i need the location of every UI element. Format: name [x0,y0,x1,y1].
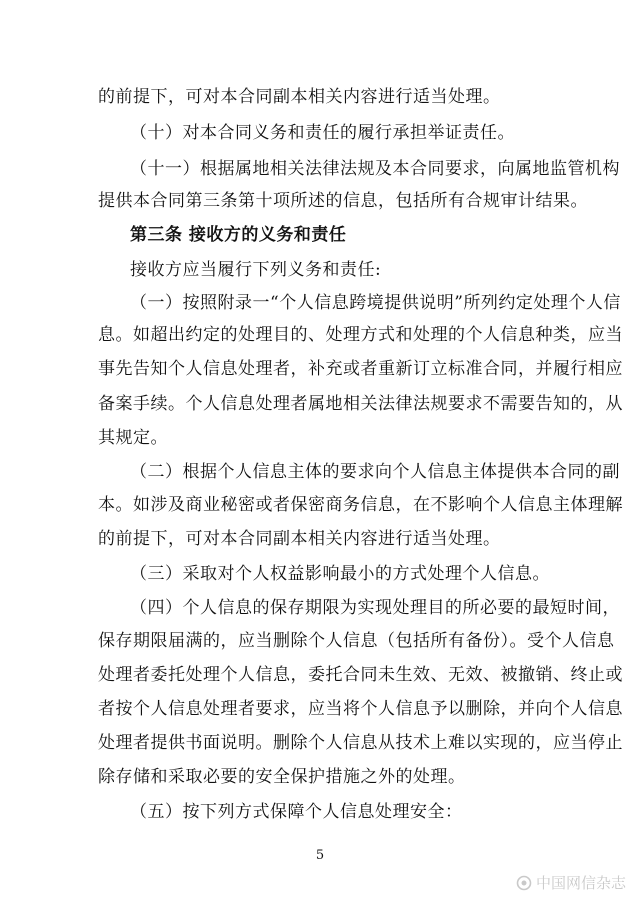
paragraph-line: 的前提下，可对本合同副本相关内容进行适当处理。 [98,87,501,107]
paragraph-line: 接收方应当履行下列义务和责任: [130,260,382,280]
paragraph-line: （四）个人信息的保存期限为实现处理目的所必要的最短时间， [130,598,620,618]
paragraph-line: 的前提下，可对本合同副本相关内容进行适当处理。 [98,529,501,549]
paragraph-line: 者按个人信息处理者要求，应当将个人信息予以删除，并向个人信息 [98,699,623,719]
section-heading: 第三条 接收方的义务和责任 [130,225,347,245]
paragraph-line: 除存储和采取必要的安全保护措施之外的处理。 [98,767,466,787]
paragraph-line: （三）采取对个人权益影响最小的方式处理个人信息。 [130,564,550,584]
paragraph-line: （一）按照附录一“个人信息跨境提供说明”所列约定处理个人信 [130,293,621,313]
watermark [516,872,626,893]
paragraph-line: 本。如涉及商业秘密或者保密商务信息，在不影响个人信息主体理解 [98,495,623,515]
page-number: 5 [315,848,325,863]
paragraph-line: （十一）根据属地相关法律法规及本合同要求，向属地监管机构 [130,159,620,179]
paragraph-line: 保存期限届满的，应当删除个人信息（包括所有备份）。受个人信息 [98,631,615,651]
paragraph-line: 提供本合同第三条第十项所述的信息，包括所有合规审计结果。 [98,191,588,211]
paragraph-line: 处理者提供书面说明。删除个人信息从技术上难以实现的，应当停止 [98,733,623,753]
paragraph-line: （五）按下列方式保障个人信息处理安全： [130,802,463,822]
paragraph-line: （二）根据个人信息主体的要求向个人信息主体提供本合同的副 [130,462,620,482]
paragraph-line: 息。如超出约定的处理目的、处理方式和处理的个人信息种类，应当 [98,325,623,345]
paragraph-line: 处理者委托处理个人信息，委托合同未生效、无效、被撤销、终止或 [98,665,623,685]
paragraph-line: 事先告知个人信息处理者，补充或者重新订立标准合同，并履行相应 [98,359,623,379]
paragraph-line: 其规定。 [98,428,168,448]
paragraph-line: （十）对本合同义务和责任的履行承担举证责任。 [130,123,515,143]
watermark-logo-icon [516,875,532,891]
paragraph-line: 备案手续。个人信息处理者属地相关法律法规要求不需要告知的，从 [98,394,623,414]
watermark-text: 中国网信杂志 [535,874,626,892]
